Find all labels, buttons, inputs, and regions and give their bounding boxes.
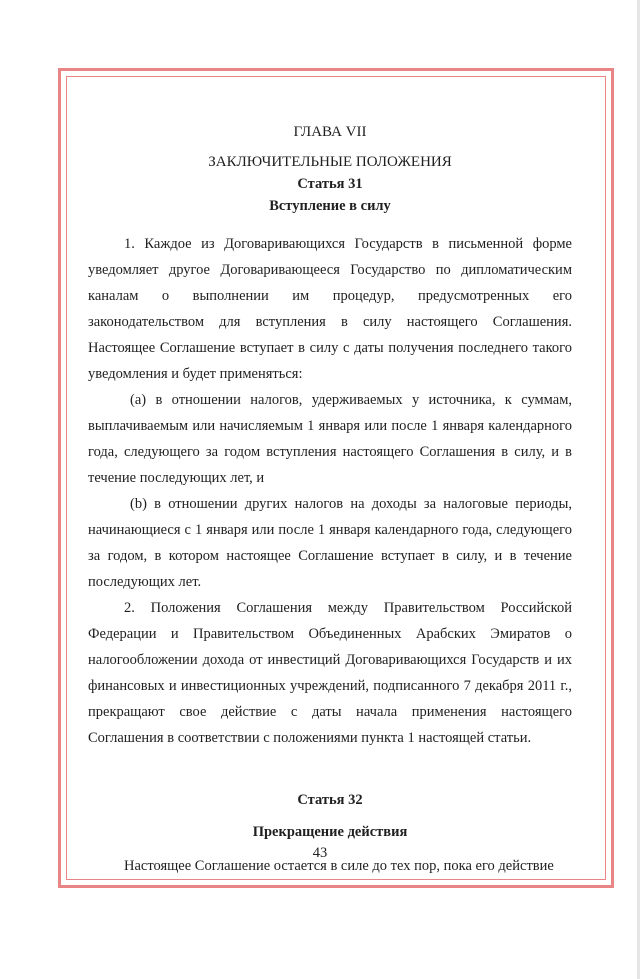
article-31-number: Статья 31 bbox=[297, 176, 363, 192]
chapter-title: ЗАКЛЮЧИТЕЛЬНЫЕ ПОЛОЖЕНИЯ bbox=[208, 154, 452, 170]
article-31-title: Вступление в силу bbox=[269, 198, 391, 214]
article-31-subparagraph-b: (b) в отношении других налогов на доходы за налоговые периоды, начинающиеся с 1 января или после 1 января календарного года, следующего за годом, в котором настоящее Соглашение вступает в силу, и в течение последующих лет. bbox=[88, 496, 572, 590]
article-32-number: Статья 32 bbox=[297, 792, 363, 808]
chapter-number: ГЛАВА VII bbox=[293, 124, 367, 140]
page-number: 43 bbox=[312, 845, 328, 861]
article-31-subparagraph-a: (a) в отношении налогов, удерживаемых у источника, к суммам, выплачиваемым или начисляемым 1 января или после 1 января календарного года, следующего за годом вступления настоящего Соглашения в силу, и в течение последующих лет, и bbox=[88, 392, 572, 486]
article-31-paragraph-2: 2. Положения Соглашения между Правительством Российской Федерации и Правительством Объединенных Арабских Эмиратов о налогообложении дохода от инвестиций Договаривающихся Государств и их финансовых и инвестиционных учреждений, подписанного 7 декабря 2011 г., прекращают свое действие с даты начала применения настоящего Соглашения в соответствии с положениями пункта 1 настоящей статьи. bbox=[88, 600, 572, 746]
article-31-paragraph-1: 1. Каждое из Договаривающихся Государств в письменной форме уведомляет другое Договаривающееся Государство по дипломатическим каналам о выполнении им процедур, предусмотренных его законодательством для вступления в силу настоящего Соглашения. Настоящее Соглашение вступает в силу с даты получения последнего такого уведомления и будет применяться: bbox=[88, 236, 572, 382]
article-32-title: Прекращение действия bbox=[252, 824, 408, 840]
article-32-paragraph-1: Настоящее Соглашение остается в силе до тех пор, пока его действие bbox=[124, 858, 554, 874]
document-body bbox=[88, 113, 572, 879]
